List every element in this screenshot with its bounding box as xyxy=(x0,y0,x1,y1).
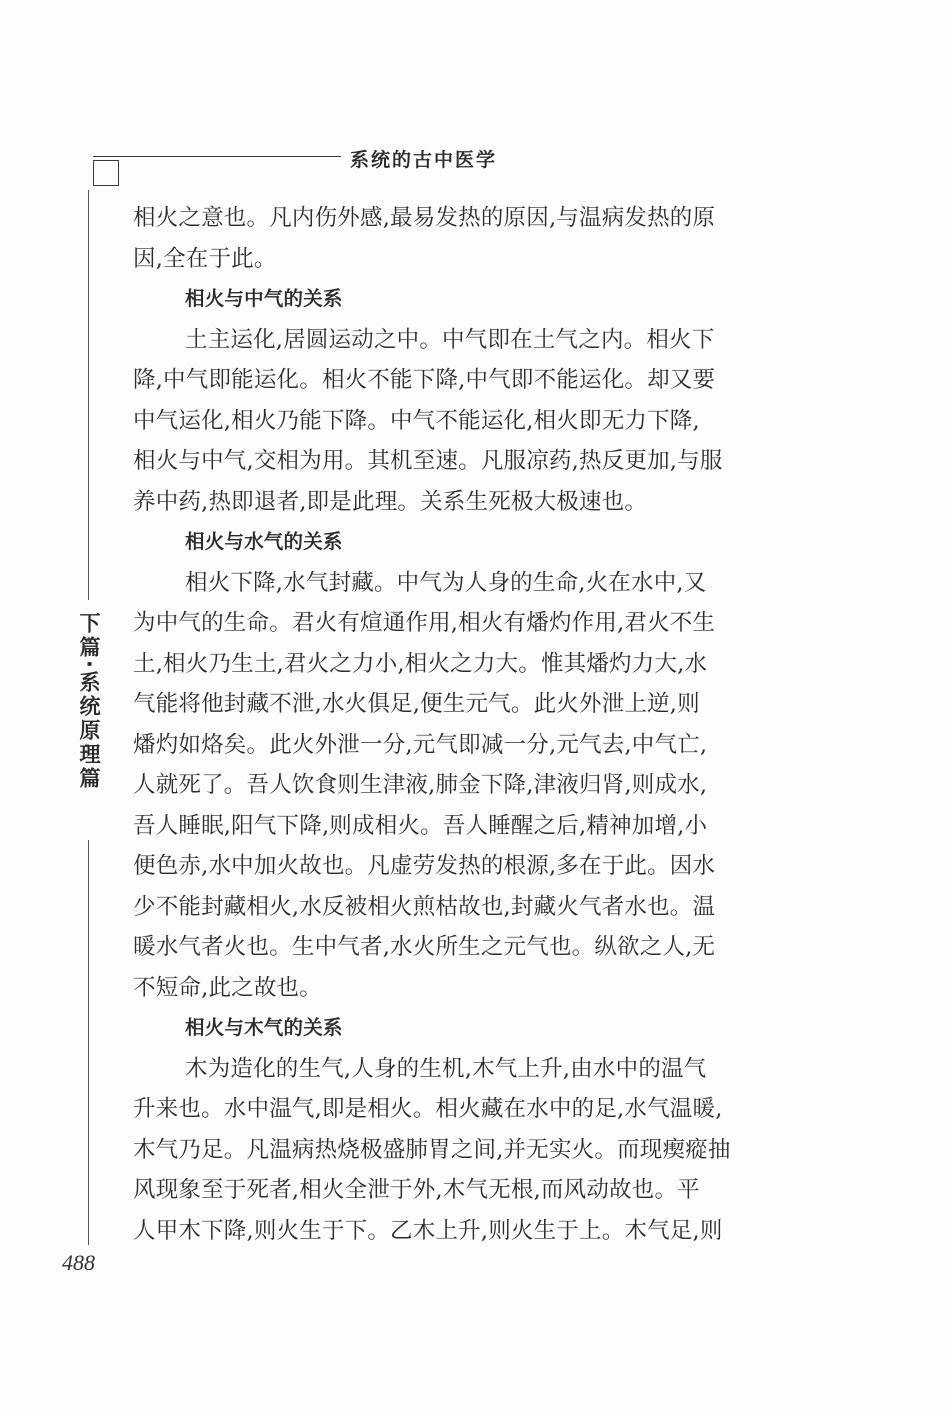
text-line: 相火之意也。凡内伤外感,最易发热的原因,与温病发热的原 xyxy=(133,205,716,231)
text-line: 中气运化,相火乃能下降。中气不能运化,相火即无力下降, xyxy=(133,407,700,434)
text-line: 便色赤,水中加火故也。凡虚劳发热的根源,多在于此。因水 xyxy=(133,853,716,879)
text-line: 人甲木下降,则火生于下。乙木上升,则火生于上。木气足,则 xyxy=(133,1217,723,1244)
text-line: 为中气的生命。君火有煊通作用,相火有燔灼作用,君火不生 xyxy=(133,610,716,636)
text-line: 升来也。水中温气,即是相火。相火藏在水中的足,水气温暖, xyxy=(133,1096,723,1122)
text-line: 气能将他封藏不泄,水火俱足,便生元气。此火外泄上逆,则 xyxy=(133,691,700,717)
text-line: 降,中气即能运化。相火不能下降,中气即不能运化。却又要 xyxy=(133,367,716,393)
text-line: 土,相火乃生土,君火之力小,相火之力大。惟其燔灼力大,水 xyxy=(133,650,708,677)
text-line: 风现象至于死者,相火全泄于外,木气无根,而风动故也。平 xyxy=(133,1177,700,1203)
text-line: 因,全在于此。 xyxy=(133,245,277,272)
page-number: 488 xyxy=(62,1250,95,1275)
side-section-title: 下篇·系统原理篇 xyxy=(77,612,101,791)
text-line: 相火与中气,交相为用。其机至速。凡服凉药,热反更加,与服 xyxy=(133,448,723,474)
section-heading: 相火与中气的关系 xyxy=(185,287,343,310)
running-header-title: 系统的古中医学 xyxy=(350,149,498,171)
header-rule xyxy=(121,156,341,157)
side-rule-top xyxy=(88,190,89,600)
text-line: 木气乃足。凡温病热烧极盛肺胃之间,并无实火。而现瘈瘲抽 xyxy=(133,1136,731,1163)
text-line: 吾人睡眠,阳气下降,则成相火。吾人睡醒之后,精神加增,小 xyxy=(133,812,708,839)
text-line: 暖水气者火也。生中气者,水火所生之元气也。纵欲之人,无 xyxy=(133,934,716,960)
text-line: 人就死了。吾人饮食则生津液,肺金下降,津液归肾,则成水, xyxy=(133,772,708,798)
text-line: 木为造化的生气,人身的生机,木气上升,由水中的温气 xyxy=(185,1055,707,1082)
body-text xyxy=(133,198,798,1251)
text-line: 相火下降,水气封藏。中气为人身的生命,火在水中,又 xyxy=(185,569,707,596)
side-rule-bottom xyxy=(88,840,89,1245)
section-heading: 相火与木气的关系 xyxy=(185,1016,343,1039)
text-line: 不短命,此之故也。 xyxy=(133,974,322,1001)
section-heading: 相火与水气的关系 xyxy=(185,530,343,553)
text-line: 土主运化,居圆运动之中。中气即在土气之内。相火下 xyxy=(185,326,715,353)
text-line: 养中药,热即退者,即是此理。关系生死极大极速也。 xyxy=(133,488,648,515)
header-corner-box xyxy=(93,160,119,186)
text-line: 少不能封藏相火,水反被相火煎枯故也,封藏火气者水也。温 xyxy=(133,893,716,920)
text-line: 燔灼如烙矣。此火外泄一分,元气即减一分,元气去,中气亡, xyxy=(133,731,708,758)
header-corner-rule xyxy=(93,156,121,157)
